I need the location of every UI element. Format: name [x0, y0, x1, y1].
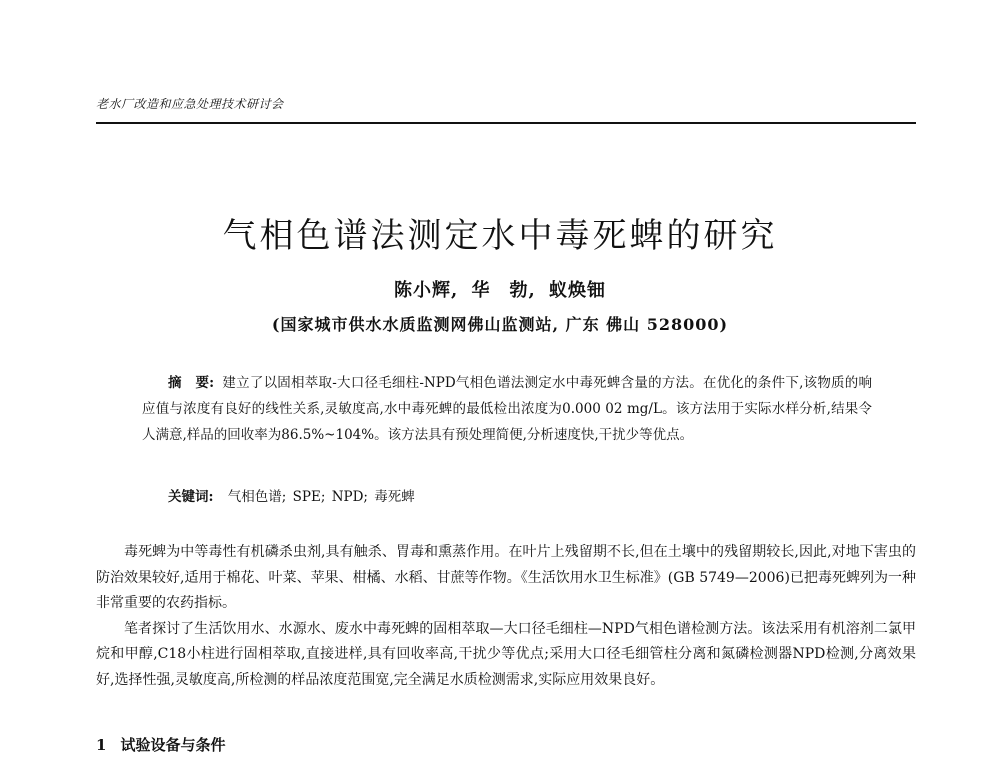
paper-title: 气相色谱法测定水中毒死蜱的研究	[222, 216, 778, 256]
affiliation: (国家城市供水水质监测网佛山监测站, 广东 佛山 528000)	[271, 315, 729, 334]
keywords-label: 关键词:	[168, 489, 214, 505]
section-number: 1	[96, 736, 107, 754]
section-title: 试验设备与条件	[120, 736, 226, 754]
body-text	[96, 540, 916, 693]
keywords	[168, 484, 417, 510]
abstract-text: 建立了以固相萃取-大口径毛细柱-NPD气相色谱法测定水中毒死蜱含量的方法。在优化的条件下,该物质的响应值与浓度有良好的线性关系,灵敏度高,水中毒死蜱的最低检出浓度为0.000 02 mg/L。该方法用于实际水样分析,结果令人满意,样品的回收率为86.5%~104%。该方法具有预处理简便,分析速度快,干扰少等优点。	[142, 375, 872, 443]
section-heading	[96, 734, 225, 755]
body-paragraph: 毒死蜱为中等毒性有机磷杀虫剂,具有触杀、胃毒和熏蒸作用。在叶片上残留期不长,但在土壤中的残留期较长,因此,对地下害虫的防治效果较好,适用于棉花、叶菜、苹果、柑橘、水稻、甘蔗等作物。《生活饮用水卫生标准》(GB 5749—2006)已把毒死蜱列为一种非常重要的农药指标。	[96, 544, 916, 611]
keyword-item: 毒死蜱	[374, 489, 415, 505]
abstract-label: 摘 要:	[168, 375, 215, 391]
author-list: 陈小辉, 华 勃, 蚁焕钿	[393, 280, 607, 301]
keyword-item: SPE;	[292, 489, 326, 505]
abstract	[142, 370, 872, 448]
body-paragraph: 笔者探讨了生活饮用水、水源水、废水中毒死蜱的固相萃取—大口径毛细柱—NPD气相色谱检测方法。该法采用有机溶剂二氯甲烷和甲醇,C18小柱进行固相萃取,直接进样,具有回收率高,干扰少等优点;采用大口径毛细管柱分离和氮磷检测器NPD检测,分离效果好,选择性强,灵敏度高,所检测的样品浓度范围宽,完全满足水质检测需求,实际应用效果良好。	[96, 620, 916, 688]
keyword-item: 气相色谱;	[227, 489, 287, 505]
keyword-item: NPD;	[331, 489, 368, 505]
header-rule	[96, 122, 916, 124]
running-header: 老水厂改造和应急处理技术研讨会	[96, 97, 284, 111]
